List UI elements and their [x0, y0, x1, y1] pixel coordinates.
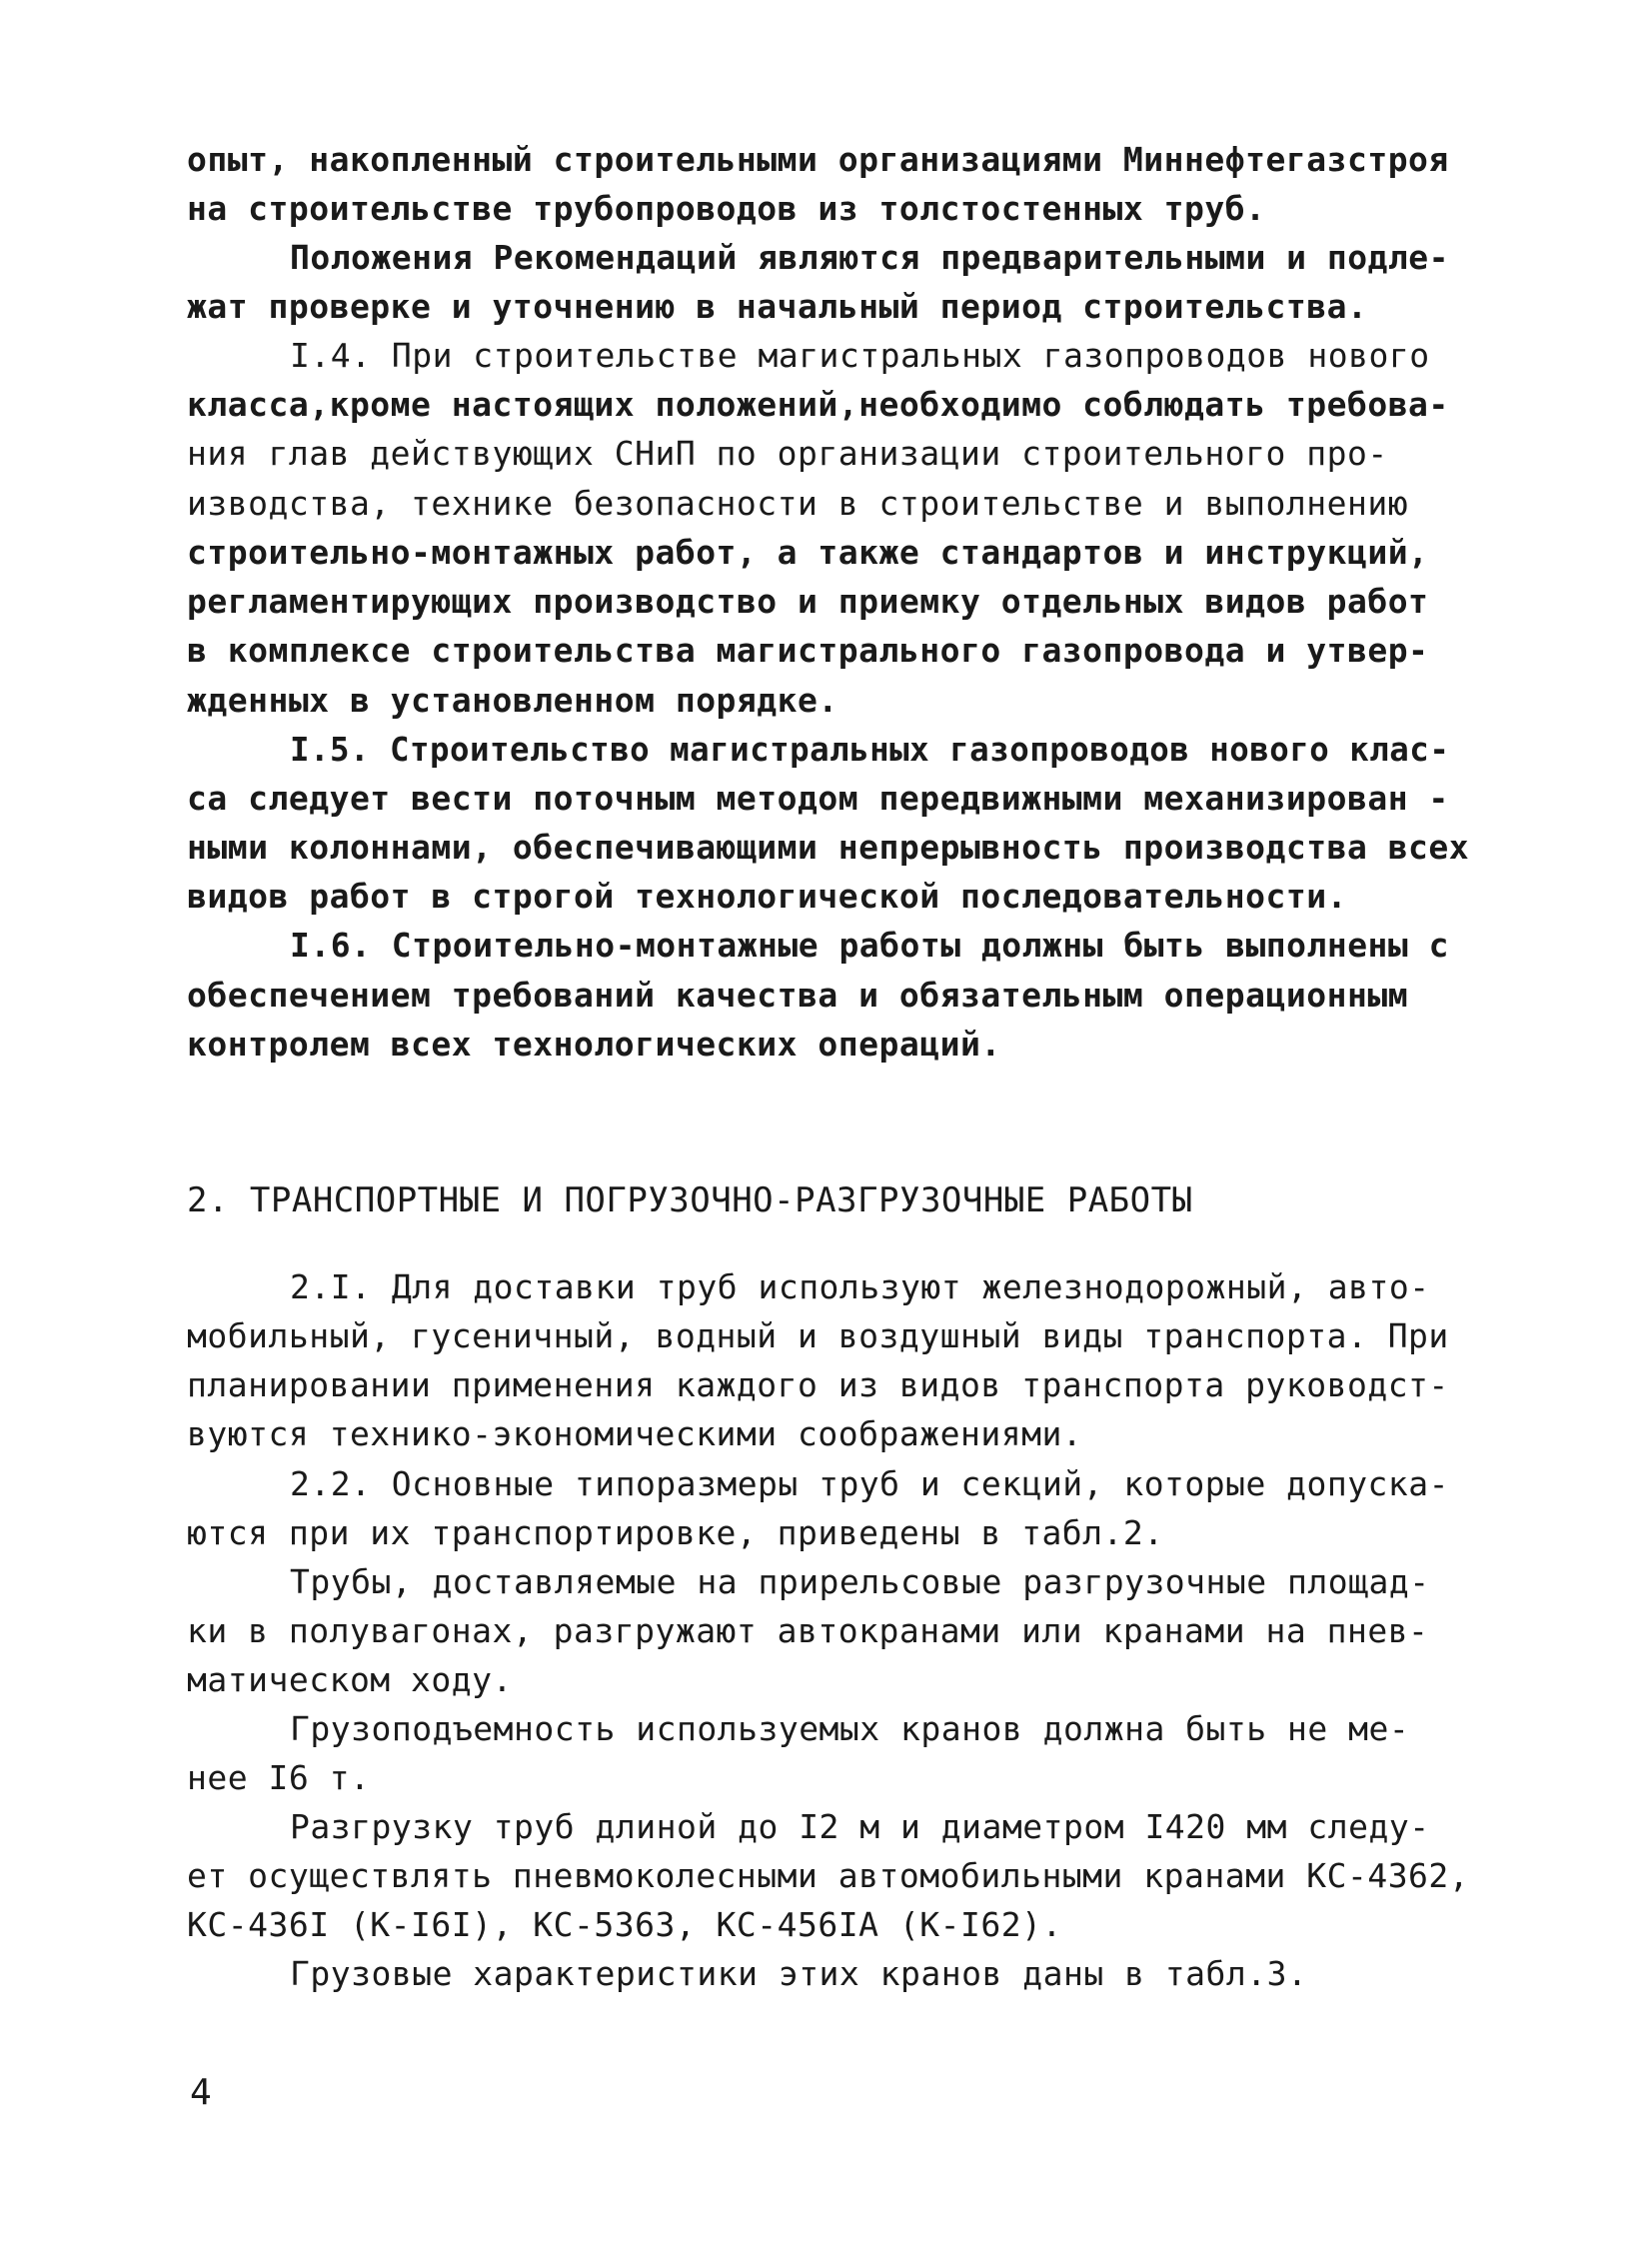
text-line: 2.I. Для доставки труб используют железнодорожный, авто-: [290, 1267, 1430, 1306]
text-line: вуются технико-экономическими соображениями.: [187, 1414, 1083, 1453]
text-line: Положения Рекомендаций являются предварительными и подле-: [290, 238, 1449, 277]
text-line: изводства, технике безопасности в строительстве и выполнению: [187, 484, 1409, 523]
page-number: 4: [190, 2072, 213, 2113]
text-line: на строительстве трубопроводов из толстостенных труб.: [187, 189, 1266, 228]
text-line: регламентирующих производство и приемку отдельных видов работ: [187, 582, 1429, 621]
text-line: I.6. Строительно-монтажные работы должны быть выполнены с: [290, 926, 1449, 965]
text-line: 2.2. Основные типоразмеры труб и секций, которые допуска-: [290, 1464, 1449, 1503]
text-line: КС-436I (К-I6I), КС-5363, КС-456IA (К-I62).: [187, 1905, 1062, 1944]
text-line: опыт, накопленный строительными организациями Миннефтегазстроя: [187, 140, 1449, 179]
text-line: строительно-монтажных работ, а также стандартов и инструкций,: [187, 533, 1429, 572]
text-line: Грузоподъемность используемых кранов должна быть не ме-: [290, 1709, 1410, 1748]
text-line: Трубы, доставляемые на прирельсовые разгрузочные площад-: [290, 1562, 1430, 1601]
text-line: обеспечением требований качества и обязательным операционным: [187, 976, 1409, 1015]
text-line: в комплексе строительства магистрального газопровода и утвер-: [187, 631, 1429, 670]
text-line: жденных в установленном порядке.: [187, 681, 838, 720]
text-line: са следует вести поточным методом передвижными механизирован -: [187, 779, 1449, 818]
text-line: мобильный, гусеничный, водный и воздушный виды транспорта. При: [187, 1316, 1449, 1355]
text-line: ния глав действующих СНиП по организации строительного про-: [187, 434, 1388, 473]
text-line: ются при их транспортировке, приведены в табл.2.: [187, 1513, 1164, 1552]
text-line: I.5. Строительство магистральных газопроводов нового клас-: [290, 730, 1450, 769]
text-line: нее I6 т.: [187, 1758, 371, 1797]
text-line: I.4. При строительстве магистральных газопроводов нового: [290, 336, 1430, 375]
text-line: Разгрузку труб длиной до I2 м и диаметром I420 мм следу-: [290, 1807, 1430, 1846]
text-line: ными колоннами, обеспечивающими непрерывность производства всех: [187, 828, 1470, 867]
text-line: ки в полувагонах, разгружают автокранами или кранами на пнев-: [187, 1611, 1429, 1650]
text-line: видов работ в строгой технологической последовательности.: [187, 877, 1347, 916]
text-line: Грузовые характеристики этих кранов даны в табл.3.: [290, 1954, 1308, 1993]
text-line: жат проверке и уточнению в начальный период строительства.: [187, 287, 1368, 326]
text-line: планировании применения каждого из видов транспорта руководст-: [187, 1365, 1449, 1404]
text-line: класса,кроме настоящих положений,необходимо соблюдать требова-: [187, 385, 1449, 424]
section-heading: 2. ТРАНСПОРТНЫЕ И ПОГРУЗОЧНО-РАЗГРУЗОЧНЫЕ РАБОТЫ: [187, 1180, 1193, 1220]
text-line: матическом ходу.: [187, 1660, 513, 1699]
text-line: ет осуществлять пневмоколесными автомобильными кранами КС-4362,: [187, 1856, 1470, 1895]
text-line: контролем всех технологических операций.: [187, 1025, 1001, 1064]
